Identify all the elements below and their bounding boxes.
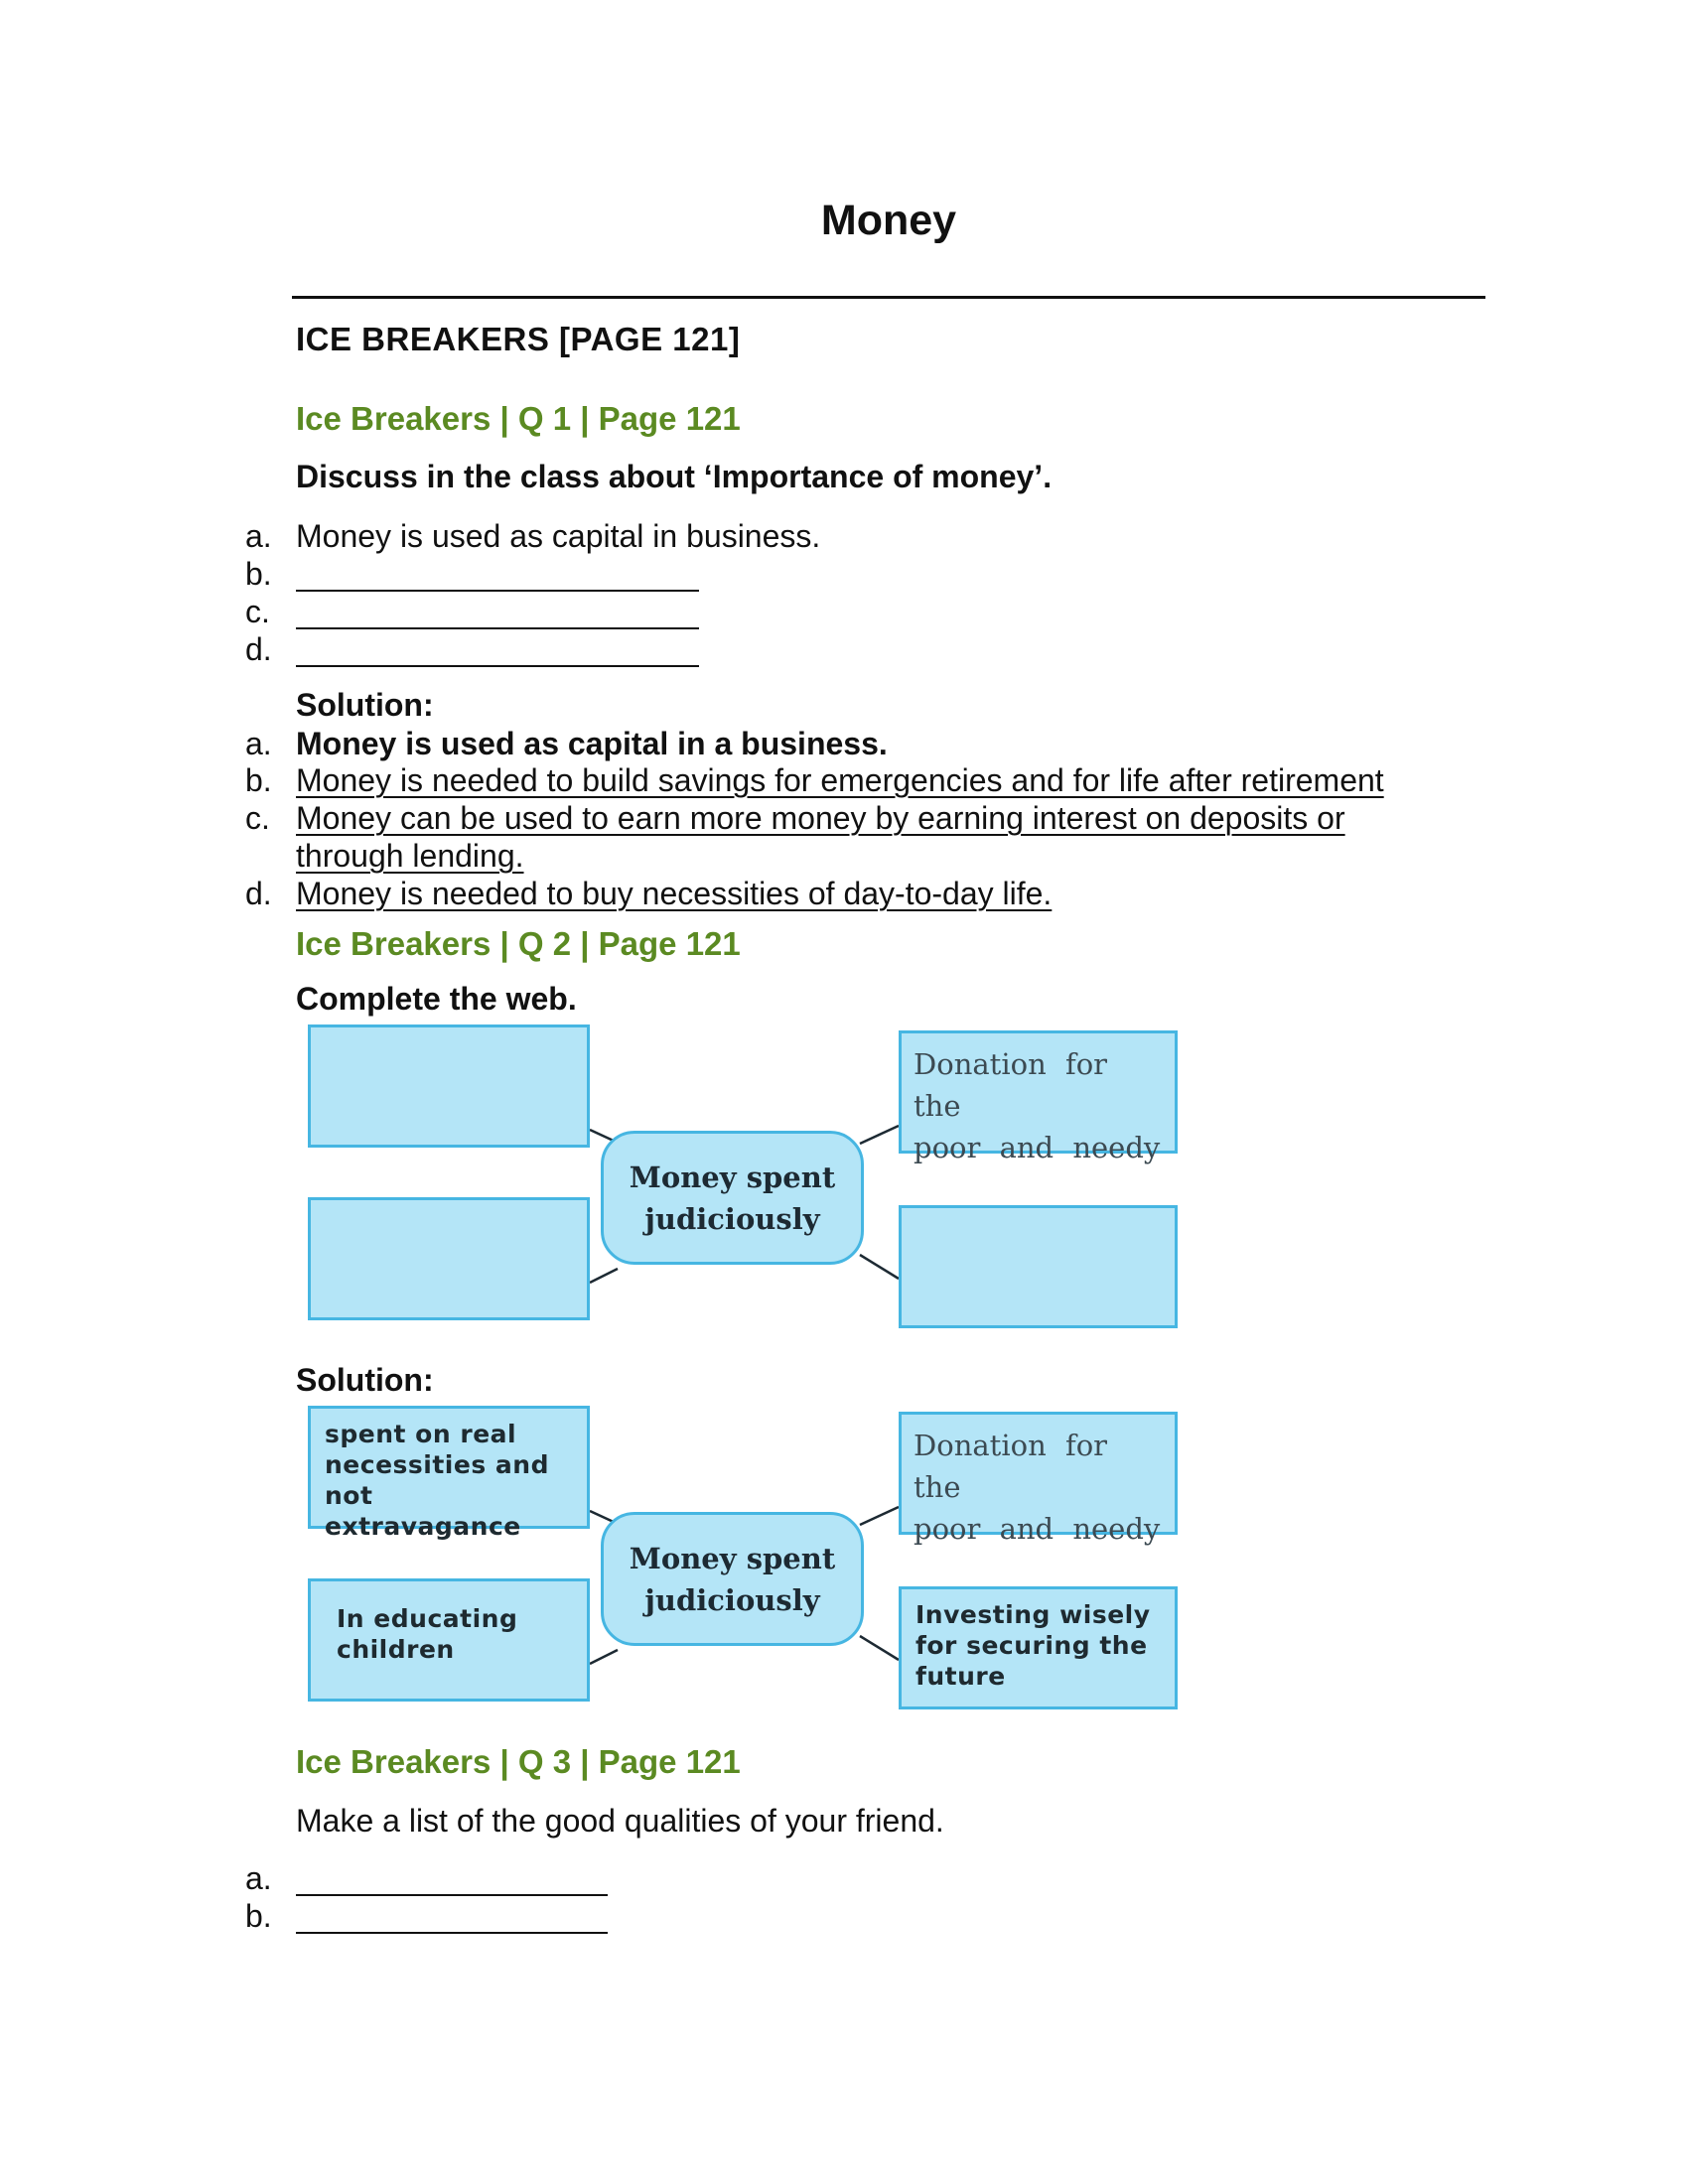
web-solution-hub	[601, 1512, 864, 1646]
q3-blank-a	[296, 1894, 608, 1896]
q1-solution-label: Solution:	[296, 687, 434, 723]
q1-letter-c: c.	[245, 594, 270, 629]
web-hub-line2: judiciously	[644, 1201, 820, 1236]
q2-heading: Ice Breakers | Q 2 | Page 121	[296, 925, 741, 962]
q1-sol-letter-a: a.	[245, 726, 272, 761]
web-answer-top-left-line3: not extravagance	[325, 1481, 521, 1541]
web-hub-line1: Money spent	[629, 1160, 836, 1194]
section-title: ICE BREAKERS [PAGE 121]	[296, 321, 741, 357]
q1-sol-b: Money is needed to build savings for emergencies and for life after retirement	[296, 762, 1384, 798]
q3-prompt: Make a list of the good qualities of your friend.	[296, 1803, 944, 1839]
web-answer-bottom-right-line2: for securing the	[915, 1631, 1148, 1660]
web-answer-bottom-right	[899, 1586, 1178, 1709]
q1-sol-a: Money is used as capital in a business.	[296, 726, 888, 761]
q1-heading: Ice Breakers | Q 1 | Page 121	[296, 400, 741, 437]
q1-sol-c-line1: Money can be used to earn more money by earning interest on deposits or	[296, 800, 1345, 836]
web-answer-top-left-line1: spent on real	[325, 1420, 517, 1448]
web-answer-bottom-right-line1: Investing wisely	[915, 1600, 1151, 1629]
web-answer-bottom-left-line2: children	[337, 1635, 455, 1664]
web-solution-hub-line1: Money spent	[629, 1541, 836, 1575]
web-solution-given-box	[899, 1412, 1178, 1546]
web-given-box	[899, 1030, 1178, 1164]
q3-letter-b: b.	[245, 1898, 272, 1934]
web-hub	[601, 1131, 864, 1265]
q2-solution-label: Solution:	[296, 1362, 434, 1398]
q1-sol-letter-c: c.	[245, 800, 270, 836]
web-solution-hub-line2: judiciously	[644, 1582, 820, 1617]
q1-prompt: Discuss in the class about ‘Importance of money’.	[296, 459, 1053, 494]
web-solution-given-line1: Donation for the	[914, 1429, 1108, 1504]
web-blank-bottom-right	[899, 1205, 1178, 1328]
q1-sol-letter-d: d.	[245, 876, 272, 911]
web-answer-top-left-line2: necessities and	[325, 1450, 549, 1479]
page-title: Money	[820, 197, 957, 244]
q1-letter-a: a.	[245, 518, 272, 554]
web-answer-top-left	[308, 1406, 590, 1541]
q1-given-item: Money is used as capital in business.	[296, 518, 821, 554]
web-blank-top-left	[308, 1024, 590, 1148]
q2-prompt: Complete the web.	[296, 981, 577, 1017]
q1-letter-b: b.	[245, 556, 272, 592]
web-answer-bottom-left	[308, 1578, 590, 1702]
q1-sol-letter-b: b.	[245, 762, 272, 798]
q3-blank-b	[296, 1932, 608, 1934]
web-answer-bottom-left-line1: In educating	[337, 1604, 518, 1633]
web-given-line1: Donation for the	[914, 1047, 1108, 1123]
q1-letter-d: d.	[245, 631, 272, 667]
q3-letter-a: a.	[245, 1860, 272, 1896]
web-given-line2: poor and needy	[914, 1131, 1161, 1164]
q1-sol-d: Money is needed to buy necessities of day-to-day life.	[296, 876, 1053, 911]
q3-heading: Ice Breakers | Q 3 | Page 121	[296, 1743, 741, 1780]
web-blank-bottom-left	[308, 1197, 590, 1320]
q1-sol-c-line2: through lending.	[296, 838, 524, 874]
web-solution-given-line2: poor and needy	[914, 1512, 1161, 1546]
web-answer-bottom-right-line3: future	[915, 1662, 1006, 1691]
